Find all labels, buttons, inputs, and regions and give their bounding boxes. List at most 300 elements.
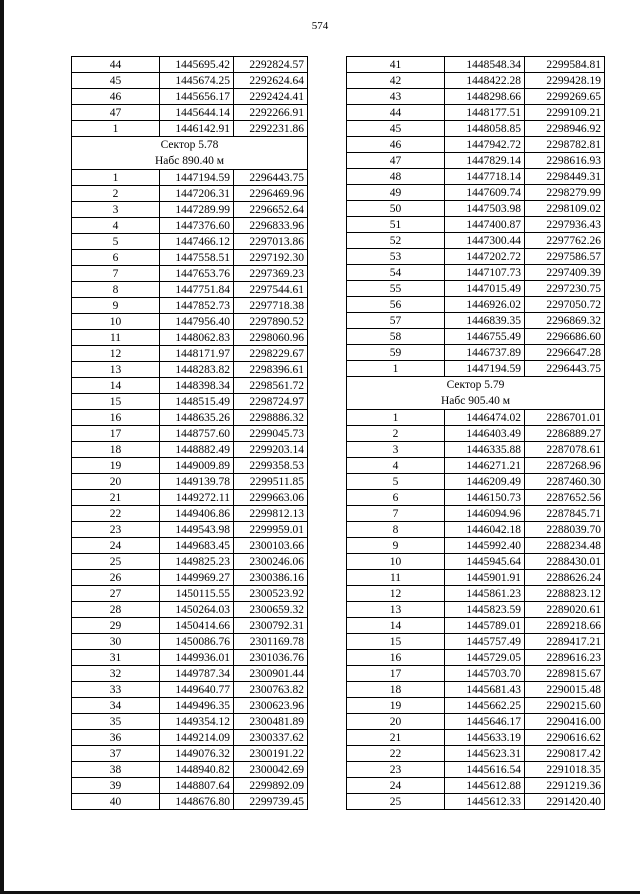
x-coordinate: 1446737.89 [445,345,525,361]
table-row [72,650,308,666]
point-number: 10 [72,314,160,330]
table-row [72,426,308,442]
x-coordinate: 1445623.31 [445,746,525,762]
table-row [72,730,308,746]
point-number: 12 [347,586,445,602]
y-coordinate: 2296652.64 [234,202,308,218]
y-coordinate: 2292424.41 [234,89,308,105]
y-coordinate: 2298229.67 [234,346,308,362]
x-coordinate: 1448882.49 [160,442,234,458]
point-number: 6 [347,490,445,506]
coordinates-table-right [346,56,605,810]
table-row [72,746,308,762]
point-number: 21 [347,730,445,746]
point-number: 25 [347,794,445,810]
x-coordinate: 1449787.34 [160,666,234,682]
y-coordinate: 2296469.96 [234,186,308,202]
point-number: 2 [72,186,160,202]
x-coordinate: 1448062.83 [160,330,234,346]
x-coordinate: 1449354.12 [160,714,234,730]
x-coordinate: 1447852.73 [160,298,234,314]
table-row [72,330,308,346]
x-coordinate: 1450414.66 [160,618,234,634]
y-coordinate: 2288626.24 [525,570,605,586]
point-number: 25 [72,554,160,570]
x-coordinate: 1447829.14 [445,153,525,169]
point-number: 2 [347,426,445,442]
point-number: 50 [347,201,445,217]
x-coordinate: 1449009.89 [160,458,234,474]
x-coordinate: 1446403.49 [445,426,525,442]
point-number: 17 [347,666,445,682]
point-number: 1 [347,361,445,377]
y-coordinate: 2289417.21 [525,634,605,650]
sector-height-row [72,153,308,170]
table-row [72,682,308,698]
table-row [347,169,605,185]
point-number: 14 [347,618,445,634]
y-coordinate: 2299663.06 [234,490,308,506]
x-coordinate: 1447558.51 [160,250,234,266]
x-coordinate: 1449272.11 [160,490,234,506]
y-coordinate: 2300191.22 [234,746,308,762]
y-coordinate: 2298616.93 [525,153,605,169]
x-coordinate: 1445945.64 [445,554,525,570]
y-coordinate: 2300763.82 [234,682,308,698]
table-row [72,458,308,474]
point-number: 34 [72,698,160,714]
x-coordinate: 1447194.59 [445,361,525,377]
table-row [347,618,605,634]
x-coordinate: 1449406.86 [160,506,234,522]
y-coordinate: 2296443.75 [234,170,308,186]
y-coordinate: 2298060.96 [234,330,308,346]
point-number: 47 [72,105,160,121]
y-coordinate: 2289815.67 [525,666,605,682]
table-row [347,586,605,602]
x-coordinate: 1446150.73 [445,490,525,506]
y-coordinate: 2290616.62 [525,730,605,746]
point-number: 59 [347,345,445,361]
table-row [72,778,308,794]
table-row [347,410,605,426]
table-row [347,345,605,361]
y-coordinate: 2300246.06 [234,554,308,570]
table-row [72,234,308,250]
x-coordinate: 1446839.35 [445,313,525,329]
y-coordinate: 2299109.21 [525,105,605,121]
x-coordinate: 1449496.35 [160,698,234,714]
x-coordinate: 1449543.98 [160,522,234,538]
point-number: 5 [347,474,445,490]
y-coordinate: 2296686.60 [525,329,605,345]
table-row [72,266,308,282]
point-number: 19 [347,698,445,714]
table-row [72,586,308,602]
table-row [347,762,605,778]
y-coordinate: 2297369.23 [234,266,308,282]
x-coordinate: 1445823.59 [445,602,525,618]
x-coordinate: 1445992.40 [445,538,525,554]
y-coordinate: 2300481.89 [234,714,308,730]
point-number: 10 [347,554,445,570]
y-coordinate: 2292266.91 [234,105,308,121]
table-row [72,202,308,218]
y-coordinate: 2298886.32 [234,410,308,426]
y-coordinate: 2292624.64 [234,73,308,89]
x-coordinate: 1445674.25 [160,73,234,89]
x-coordinate: 1449936.01 [160,650,234,666]
point-number: 1 [72,121,160,137]
sector-height: Набс 890.40 м [72,153,308,170]
y-coordinate: 2288234.48 [525,538,605,554]
table-row [72,89,308,105]
x-coordinate: 1446209.49 [445,474,525,490]
table-row [72,762,308,778]
table-row [347,698,605,714]
point-number: 27 [72,586,160,602]
point-number: 54 [347,265,445,281]
point-number: 23 [72,522,160,538]
x-coordinate: 1447194.59 [160,170,234,186]
y-coordinate: 2298449.31 [525,169,605,185]
x-coordinate: 1448177.51 [445,105,525,121]
x-coordinate: 1445656.17 [160,89,234,105]
y-coordinate: 2297936.43 [525,217,605,233]
table-row [72,186,308,202]
x-coordinate: 1447653.76 [160,266,234,282]
table-row [347,666,605,682]
point-number: 16 [347,650,445,666]
table-row [347,201,605,217]
point-number: 8 [347,522,445,538]
sector-heading-row [347,377,605,394]
y-coordinate: 2297890.52 [234,314,308,330]
table-row [72,362,308,378]
table-row [72,105,308,121]
point-number: 46 [347,137,445,153]
x-coordinate: 1447751.84 [160,282,234,298]
y-coordinate: 2299959.01 [234,522,308,538]
x-coordinate: 1450115.55 [160,586,234,602]
y-coordinate: 2296647.28 [525,345,605,361]
point-number: 8 [72,282,160,298]
y-coordinate: 2291420.40 [525,794,605,810]
y-coordinate: 2299812.13 [234,506,308,522]
table-row [347,682,605,698]
point-number: 39 [72,778,160,794]
y-coordinate: 2289218.66 [525,618,605,634]
table-row [72,522,308,538]
y-coordinate: 2300792.31 [234,618,308,634]
y-coordinate: 2290015.48 [525,682,605,698]
point-number: 3 [72,202,160,218]
table-row [347,137,605,153]
table-row [347,217,605,233]
table-row [347,313,605,329]
x-coordinate: 1448635.26 [160,410,234,426]
point-number: 26 [72,570,160,586]
table-row [72,538,308,554]
point-number: 49 [347,185,445,201]
x-coordinate: 1445729.05 [445,650,525,666]
x-coordinate: 1445612.88 [445,778,525,794]
point-number: 5 [72,234,160,250]
x-coordinate: 1447503.98 [445,201,525,217]
point-number: 20 [72,474,160,490]
point-number: 13 [347,602,445,618]
x-coordinate: 1447376.60 [160,218,234,234]
y-coordinate: 2298782.81 [525,137,605,153]
y-coordinate: 2298396.61 [234,362,308,378]
table-row [347,490,605,506]
x-coordinate: 1447107.73 [445,265,525,281]
table-row [72,282,308,298]
table-row [347,361,605,377]
x-coordinate: 1445644.14 [160,105,234,121]
table-row [347,426,605,442]
y-coordinate: 2287268.96 [525,458,605,474]
point-number: 15 [72,394,160,410]
x-coordinate: 1446094.96 [445,506,525,522]
point-number: 31 [72,650,160,666]
y-coordinate: 2300659.32 [234,602,308,618]
point-number: 1 [72,170,160,186]
point-number: 51 [347,217,445,233]
point-number: 24 [72,538,160,554]
table-row [347,602,605,618]
y-coordinate: 2287078.61 [525,442,605,458]
x-coordinate: 1445681.43 [445,682,525,698]
point-number: 32 [72,666,160,682]
x-coordinate: 1447609.74 [445,185,525,201]
x-coordinate: 1446271.21 [445,458,525,474]
table-row [72,346,308,362]
table-row [347,554,605,570]
table-row [347,185,605,201]
x-coordinate: 1449139.78 [160,474,234,490]
x-coordinate: 1445901.91 [445,570,525,586]
x-coordinate: 1445662.25 [445,698,525,714]
y-coordinate: 2296833.96 [234,218,308,234]
table-row [72,218,308,234]
x-coordinate: 1445646.17 [445,714,525,730]
table-row [347,730,605,746]
x-coordinate: 1447300.44 [445,233,525,249]
table-row [72,634,308,650]
y-coordinate: 2297762.26 [525,233,605,249]
x-coordinate: 1447718.14 [445,169,525,185]
page-number: 574 [311,20,329,32]
table-row [72,410,308,426]
point-number: 38 [72,762,160,778]
y-coordinate: 2297013.86 [234,234,308,250]
y-coordinate: 2297230.75 [525,281,605,297]
table-row [72,250,308,266]
x-coordinate: 1448807.64 [160,778,234,794]
x-coordinate: 1449969.27 [160,570,234,586]
y-coordinate: 2286701.01 [525,410,605,426]
y-coordinate: 2299739.45 [234,794,308,810]
x-coordinate: 1445757.49 [445,634,525,650]
y-coordinate: 2299358.53 [234,458,308,474]
point-number: 22 [347,746,445,762]
table-row [72,121,308,137]
table-row [72,506,308,522]
x-coordinate: 1448940.82 [160,762,234,778]
point-number: 18 [347,682,445,698]
point-number: 48 [347,169,445,185]
point-number: 30 [72,634,160,650]
scan-edge-left [0,0,4,894]
point-number: 7 [72,266,160,282]
y-coordinate: 2300523.92 [234,586,308,602]
table-row [347,442,605,458]
table-row [72,618,308,634]
x-coordinate: 1447400.87 [445,217,525,233]
point-number: 56 [347,297,445,313]
y-coordinate: 2298724.97 [234,394,308,410]
point-number: 6 [72,250,160,266]
point-number: 46 [72,89,160,105]
table-row [347,89,605,105]
x-coordinate: 1446142.91 [160,121,234,137]
table-row [347,570,605,586]
table-row [72,554,308,570]
x-coordinate: 1449214.09 [160,730,234,746]
y-coordinate: 2300103.66 [234,538,308,554]
y-coordinate: 2300623.96 [234,698,308,714]
point-number: 11 [72,330,160,346]
table-row [347,650,605,666]
point-number: 33 [72,682,160,698]
y-coordinate: 2290215.60 [525,698,605,714]
point-number: 19 [72,458,160,474]
table-row [347,714,605,730]
x-coordinate: 1450264.03 [160,602,234,618]
x-coordinate: 1447289.99 [160,202,234,218]
y-coordinate: 2292231.86 [234,121,308,137]
y-coordinate: 2286889.27 [525,426,605,442]
table-row [72,57,308,73]
point-number: 42 [347,73,445,89]
y-coordinate: 2299269.65 [525,89,605,105]
x-coordinate: 1447942.72 [445,137,525,153]
point-number: 44 [72,57,160,73]
x-coordinate: 1448676.80 [160,794,234,810]
x-coordinate: 1449640.77 [160,682,234,698]
table-row [347,105,605,121]
y-coordinate: 2297544.61 [234,282,308,298]
table-row [347,746,605,762]
y-coordinate: 2299428.19 [525,73,605,89]
x-coordinate: 1448548.34 [445,57,525,73]
y-coordinate: 2291018.35 [525,762,605,778]
point-number: 1 [347,410,445,426]
sector-height-row [347,393,605,410]
y-coordinate: 2301169.78 [234,634,308,650]
x-coordinate: 1446755.49 [445,329,525,345]
y-coordinate: 2298279.99 [525,185,605,201]
table-row [72,314,308,330]
y-coordinate: 2301036.76 [234,650,308,666]
sector-title: Сектор 5.78 [72,137,308,154]
y-coordinate: 2288823.12 [525,586,605,602]
x-coordinate: 1445633.19 [445,730,525,746]
x-coordinate: 1445861.23 [445,586,525,602]
x-coordinate: 1446042.18 [445,522,525,538]
x-coordinate: 1445695.42 [160,57,234,73]
table-row [72,170,308,186]
table-row [347,281,605,297]
table-row [72,442,308,458]
table-row [72,698,308,714]
x-coordinate: 1445703.70 [445,666,525,682]
point-number: 45 [347,121,445,137]
point-number: 20 [347,714,445,730]
x-coordinate: 1450086.76 [160,634,234,650]
y-coordinate: 2300901.44 [234,666,308,682]
point-number: 41 [347,57,445,73]
table-row [347,794,605,810]
point-number: 23 [347,762,445,778]
y-coordinate: 2288039.70 [525,522,605,538]
point-number: 11 [347,570,445,586]
point-number: 43 [347,89,445,105]
y-coordinate: 2287460.30 [525,474,605,490]
point-number: 4 [347,458,445,474]
table-row [72,570,308,586]
sector-height: Набс 905.40 м [347,393,605,410]
table-row [347,73,605,89]
point-number: 40 [72,794,160,810]
point-number: 15 [347,634,445,650]
x-coordinate: 1447206.31 [160,186,234,202]
x-coordinate: 1448298.66 [445,89,525,105]
y-coordinate: 2297586.57 [525,249,605,265]
table-row [347,249,605,265]
y-coordinate: 2288430.01 [525,554,605,570]
table-row [72,714,308,730]
x-coordinate: 1446926.02 [445,297,525,313]
table-row [347,506,605,522]
y-coordinate: 2298109.02 [525,201,605,217]
table-row [72,490,308,506]
y-coordinate: 2297192.30 [234,250,308,266]
x-coordinate: 1448515.49 [160,394,234,410]
y-coordinate: 2289616.23 [525,650,605,666]
x-coordinate: 1445612.33 [445,794,525,810]
table-row [72,474,308,490]
point-number: 13 [72,362,160,378]
point-number: 9 [72,298,160,314]
y-coordinate: 2291219.36 [525,778,605,794]
point-number: 29 [72,618,160,634]
y-coordinate: 2289020.61 [525,602,605,618]
x-coordinate: 1448283.82 [160,362,234,378]
point-number: 9 [347,538,445,554]
y-coordinate: 2299045.73 [234,426,308,442]
table-row [347,474,605,490]
x-coordinate: 1447015.49 [445,281,525,297]
x-coordinate: 1449825.23 [160,554,234,570]
x-coordinate: 1449076.32 [160,746,234,762]
point-number: 4 [72,218,160,234]
y-coordinate: 2290817.42 [525,746,605,762]
y-coordinate: 2296869.32 [525,313,605,329]
y-coordinate: 2292824.57 [234,57,308,73]
y-coordinate: 2299584.81 [525,57,605,73]
